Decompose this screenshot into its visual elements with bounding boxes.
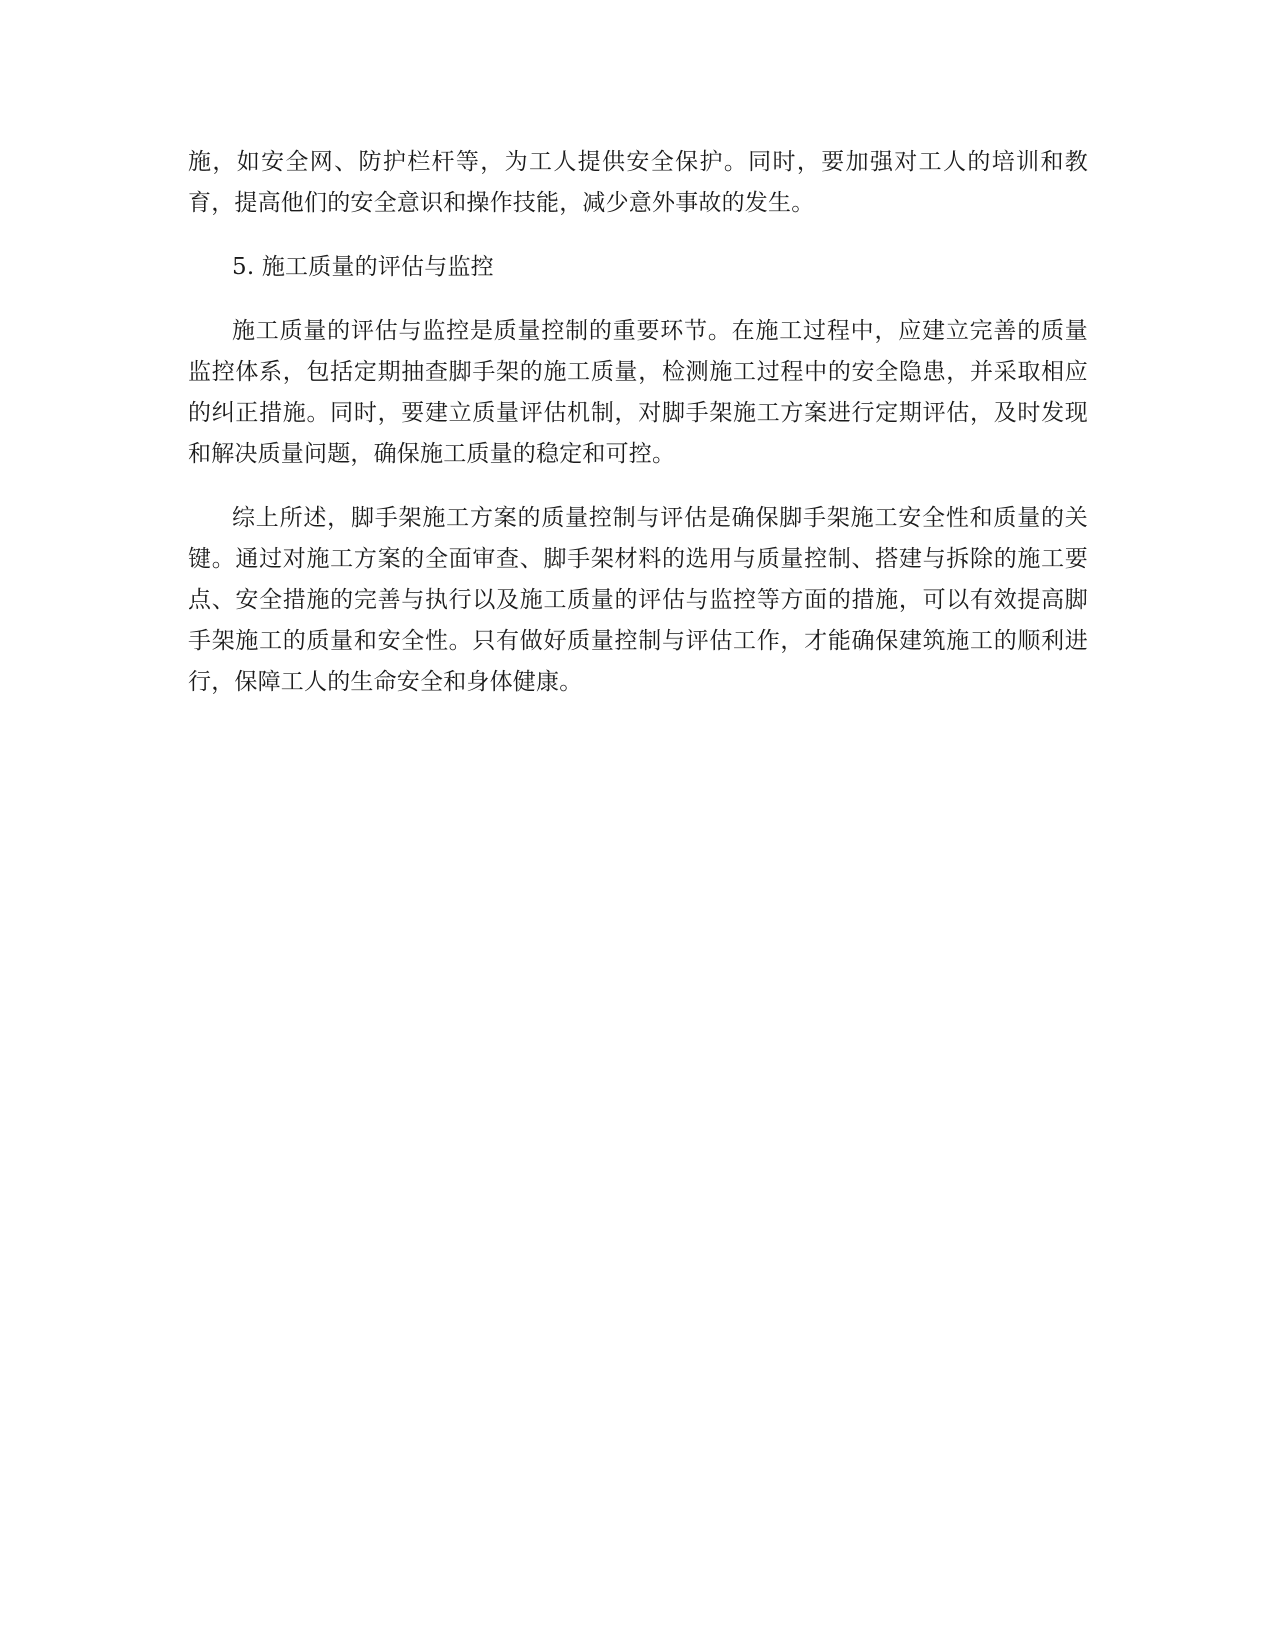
paragraph-safety-training-continuation: 施，如安全网、防护栏杆等，为工人提供安全保护。同时，要加强对工人的培训和教育，提高他们的安全意识和操作技能，减少意外事故的发生。: [188, 149, 1088, 216]
paragraph-quality-monitoring: 施工质量的评估与监控是质量控制的重要环节。在施工过程中，应建立完善的质量监控体系，包括定期抽查脚手架的施工质量，检测施工过程中的安全隐患，并采取相应的纠正措施。同时，要建立质量评估机制，对脚手架施工方案进行定期评估，及时发现和解决质量问题，确保施工质量的稳定和可控。: [188, 318, 1088, 467]
section-heading-quality-assessment: 5. 施工质量的评估与监控: [232, 254, 494, 280]
document-body: [188, 142, 1088, 703]
paragraph-conclusion: 综上所述，脚手架施工方案的质量控制与评估是确保脚手架施工安全性和质量的关键。通过对施工方案的全面审查、脚手架材料的选用与质量控制、搭建与拆除的施工要点、安全措施的完善与执行以及施工质量的评估与监控等方面的措施，可以有效提高脚手架施工的质量和安全性。只有做好质量控制与评估工作，才能确保建筑施工的顺利进行，保障工人的生命安全和身体健康。: [188, 505, 1088, 695]
